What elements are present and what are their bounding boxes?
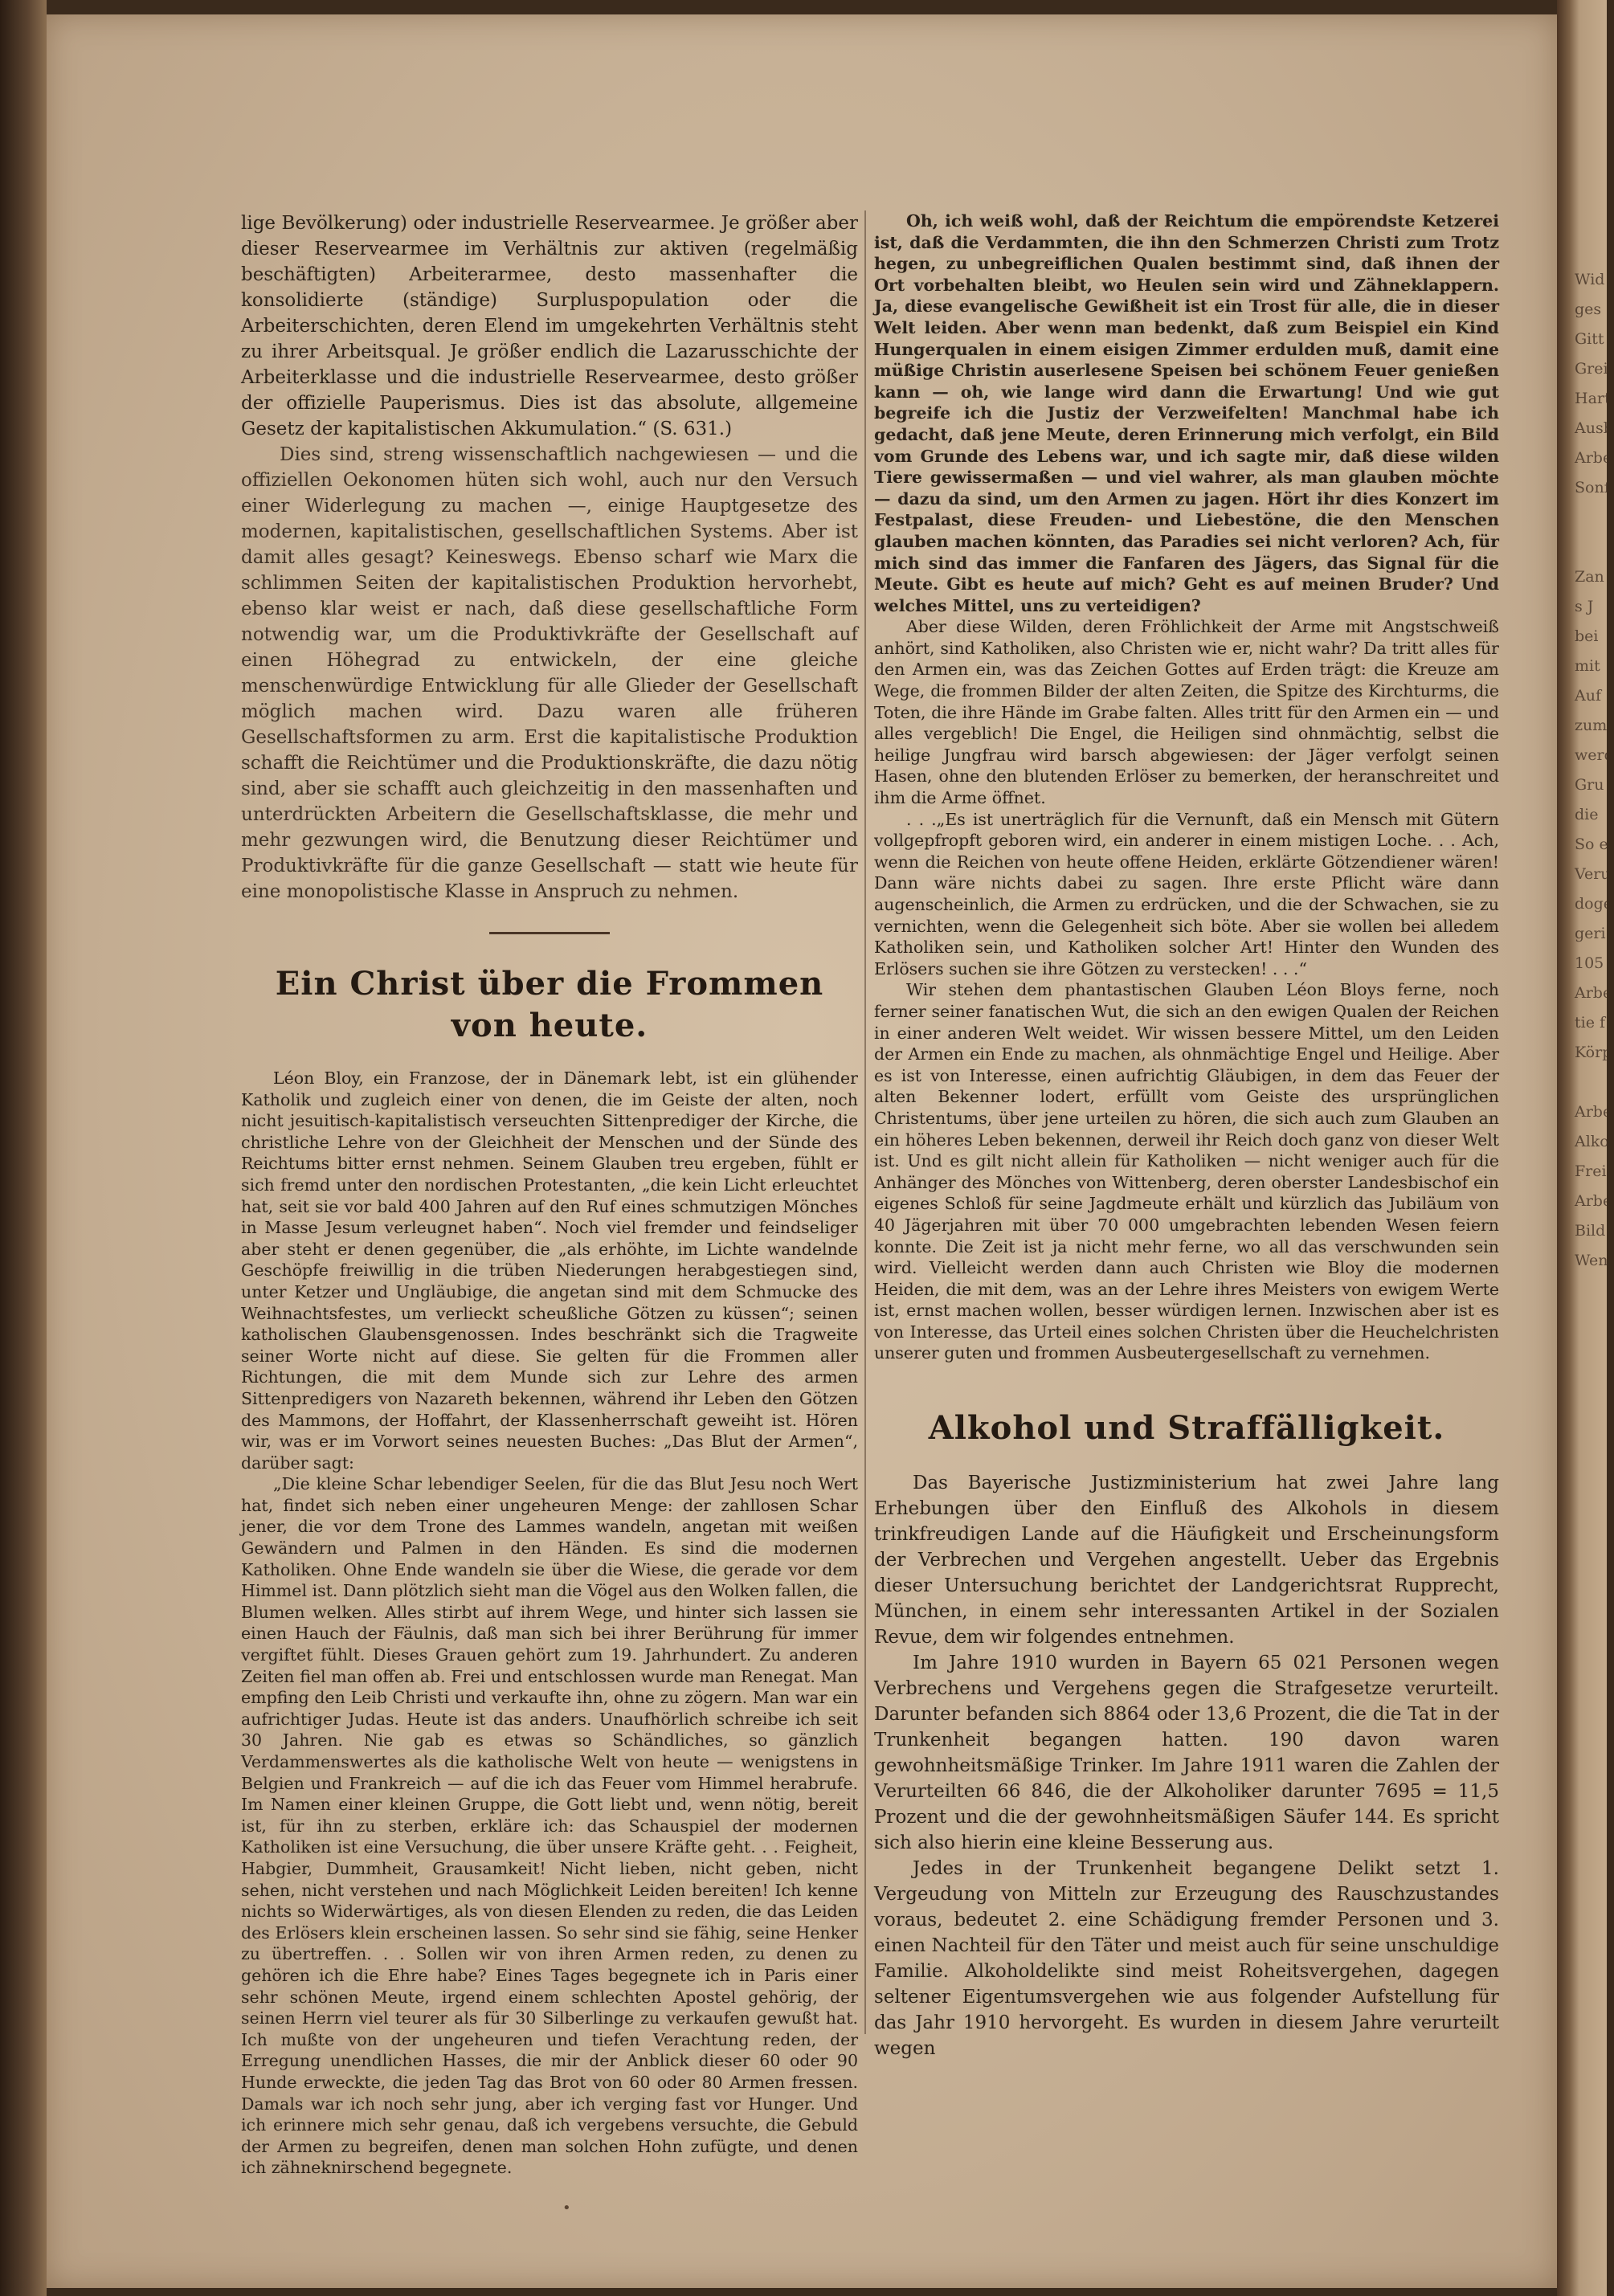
adjacent-page-fragment — [1575, 533, 1607, 562]
right-column — [874, 210, 1499, 2061]
adjacent-page-fragment: So e — [1575, 835, 1608, 853]
adjacent-page-fragment: s J — [1575, 598, 1594, 615]
adjacent-page-fragment: Alko — [1575, 1133, 1609, 1150]
adjacent-page-fragment: mit — [1575, 657, 1600, 675]
book-binding-edge — [0, 0, 47, 2296]
adjacent-page-fragment: Ausb — [1575, 419, 1613, 437]
adjacent-page-fragment: Arbe — [1575, 1103, 1612, 1121]
adjacent-page-fragment: Grei — [1575, 360, 1608, 378]
column-divider — [864, 210, 866, 2034]
adjacent-page-fragment: 105 — [1575, 954, 1604, 972]
article-paragraph: „Die kleine Schar lebendiger Seelen, für die das Blut Jesu noch Wert hat, findet sich neben einer ungeheuren Menge: der zahllosen Schar jener, die vor dem Trone des Lammes wandeln, angetan mit weißen Gewändern und Palmen in den Händen. Es sind die modernen Katholiken. Ohne Ende wandeln sie über die Wiese, die gerade vor dem Himmel ist. Dann plötzlich sieht man die Vögel aus den Wolken fallen, die Blumen welken. Alles stirbt auf ihrem Wege, und hinter sich lassen sie einen Hauch der Fäulnis, daß man sich bei ihrer Berührung für immer vergiftet fühlt. Dieses Grauen gehört zum 19. Jahrhundert. Zu anderen Zeiten fiel man offen ab. Frei und entschlossen wurde man Renegat. Man empfing den Leib Christi und verkaufte ihn, ohne zu zögern. Man war ein aufrichtiger Judas. Heute ist das anders. Unaufhörlich schreibe ich seit 30 Jahren. Nie gab es etwas so Schändliches, so gänzlich Verdammenswertes als die katholische Welt von heute — wenigstens in Belgien und Frankreich — auf die ich das Feuer vom Himmel herabrufe. Im Namen einer kleinen Gruppe, die Gott liebt und, wenn nötig, bereit ist, für ihn zu sterben, erkläre ich: das Schauspiel der modernen Katholiken ist eine Versuchung, die über unsere Kräfte geht. . . Feigheit, Habgier, Dummheit, Grausamkeit! Nicht lieben, nicht geben, nicht sehen, nicht verstehen und nach Möglichkeit Leiden bereiten! Ich kenne nichts so Widerwärtiges, als von diesen Elenden zu reden, die das Leiden des Erlösers klein erscheinen lassen. So sehr sind sie fähig, seine Henker zu übertreffen. . . Sollen wir von ihren Armen reden, zu denen zu gehören ich die Ehre habe? Eines Tages begegnete ich in Paris einer sehr schönen Meute, irgend einem schlechten Apostel gehörig, der seinen Herrn viel teurer als für 30 Silberlinge zu verkaufen gewußt hat. Ich mußte von der ungeheuren und tiefen Verachtung reden, der Erregung unendlichen Hasses, die mir der Anblick dieser 60 oder 90 Hunde erweckte, die jeden Tag das Brot von 60 oder 80 Armen fressen. Damals war ich noch sehr jung, aber ich verging fast vor Hunger. Und ich erinnere mich sehr genau, daß ich vergebens versuchte, die Gebuld der Armen zu begreifen, denen man solchen Hohn zufügte, und denen ich zähneknirschend begegnete. — [241, 1474, 858, 2178]
section-divider-rule — [489, 932, 610, 934]
adjacent-page-fragment: Körp — [1575, 1044, 1612, 1061]
page-marker: • — [562, 2200, 571, 2216]
commentary-paragraph: Wir stehen dem phantastischen Glauben Léon Bloys ferne, noch ferner seiner fanatischen Wut, die sich an den ewigen Qualen der Reichen in einer anderen Welt weidet. Wir wissen bessere Mittel, um den Leiden der Armen ein Ende zu machen, als ohnmächtige Engel und Heilige. Aber es ist von Interesse, einen aufrichtig Gläubigen, in dem das Feuer der alten Bekenner lodert, erfüllt vom Geiste des ursprünglichen Christentums, über jene urteilen zu hören, die sich auch zum Glauben an ein höheres Leben bekennen, derweil ihr Reich doch ganz von dieser Welt ist. Und es gilt nicht allein für Katholiken — nicht weniger auch für die Anhänger des Mönches von Wittenberg, deren oberster Landesbischof ein eigenes Schloß für seine Jagdmeute erhält und kürzlich das Jubiläum von 40 Jägerjahren mit über 70 000 umgebrachten lebenden Wesen feiern konnte. Die Zeit ist ja nicht mehr ferne, wo all das verschwunden sein wird. Vielleicht werden dann auch Christen wie Bloy die modernen Heiden, die mit dem, was an der Lehre ihres Meisters von ewigem Werte ist, ernst machen wollen, besser würdigen lernen. Inzwischen aber ist es von Interesse, das Urteil eines solchen Christen über die Heuchelchristen unserer guten und frommen Ausbeutergesellschaft zu vernehmen. — [874, 980, 1499, 1363]
adjacent-page-fragment: tie f — [1575, 1014, 1606, 1032]
article-paragraph: Im Jahre 1910 wurden in Bayern 65 021 Personen wegen Verbrechens und Vergehens gegen die Strafgesetze verurteilt. Darunter befanden sich 8864 oder 13,6 Prozent, die die Tat in der Trunkenheit begangen hatten. 190 davon waren gewohnheitsmäßige Trinker. Im Jahre 1911 waren die Zahlen der Verurteilten 66 846, die der Alkoholiker darunter 7695 = 11,5 Prozent und die der gewohnheitsmäßigen Säufer 144. Es spricht sich also hierin eine kleine Besserung aus. — [874, 1653, 1499, 1854]
quote-paragraph: . . .„Es ist unerträglich für die Vernunft, daß ein Mensch mit Gütern vollgepfropft geboren wird, ein anderer in einem mistigen Loche. . . Ach, wenn die Reichen von heute offene Heiden, erklärte Götzendiener wären! Dann wäre nichts dabei zu sagen. Ihre erste Pflicht wäre dann augenscheinlich, die Armen zu erdrücken, und die der Schwachen, sie zu vernichten, wenn die Gelegenheit sich böte. Aber sie wollen bei alledem Katholiken sein, und Katholiken solcher Art! Hinter den Wunden des Erlösers suchen sie ihre Götzen zu verstecken! . . .“ — [874, 809, 1499, 978]
article-heading-alkohol: Alkohol und Straffälligkeit. — [928, 1409, 1445, 1448]
quote-paragraph: Oh, ich weiß wohl, daß der Reichtum die empörendste Ketzerei ist, daß die Verdammten, die ihn den Schmerzen Christi zum Trotz hegen, zu unbegreiflichen Qualen bestimmt sind, daß ihnen der Ort vorbehalten bleibt, wo Heulen sein wird und Zähneklappern. Ja, diese evangelische Gewißheit ist ein Trost für alle, die in dieser Welt leiden. Aber wenn man bedenkt, daß zum Beispiel ein Kind Hungerqualen in einem eisigen Zimmer erdulden muß, damit eine müßige Christin auserlesene Speisen bei schönem Feuer genießen kann — oh, wie lange wird dann die Erwartung! Und wie gut begreife ich die Justiz der Verzweifelten! Manchmal habe ich gedacht, daß jene Meute, deren Erinnerung mich verfolgt, ein Bild vom Grunde des Lebens war, und ich sagte mir, daß diese wilden Tiere gewissermaßen — und viel wahrer, als man glauben möchte — dazu da sind, um den Armen zu jagen. Hört ihr dies Konzert im Festpalast, diese Freuden- und Liebestöne, die den Menschen glauben machen könnten, das Paradies sei nicht verloren? Ach, für mich sind das immer die Fanfaren des Jägers, das Signal für die Meute. Gibt es heute auf mich? Geht es auf meinen Bruder? Und welches Mittel, uns zu verteidigen? — [874, 211, 1499, 615]
left-intro-paragraph-1: lige Bevölkerung) oder industrielle Reservearmee. Je größer aber dieser Reservearmee im Verhältnis zur aktiven (regelmäßig beschäftigten) Arbeiterarmee, desto massenhafter die konsolidierte (ständige) Surpluspopulation oder die Arbeiterschichten, deren Elend im umgekehrten Verhältnis steht zu ihrer Arbeitsqual. Je größer endlich die Lazarusschichte der Arbeiterklasse und die industrielle Reservearmee, desto größer der offizielle Pauperismus. Dies ist das absolute, allgemeine Gesetz der kapitalistischen Akkumulation.“ (S. 631.) — [241, 213, 858, 439]
adjacent-page-text-fragments — [1575, 265, 1614, 1276]
adjacent-page-fragment: Bild — [1575, 1222, 1606, 1240]
adjacent-page-fragment — [1575, 1068, 1607, 1097]
adjacent-page-fragment: doge — [1575, 895, 1613, 913]
adjacent-page-fragment: geri — [1575, 925, 1606, 942]
article-heading-christ: Ein Christ über die Frommen von heute. — [275, 965, 824, 1044]
adjacent-page-fragment: Wid — [1575, 271, 1605, 288]
adjacent-page-fragment: Arbe — [1575, 984, 1612, 1002]
adjacent-page-fragment: werd — [1575, 746, 1614, 764]
adjacent-page-fragment: Auf — [1575, 687, 1601, 705]
adjacent-page-fragment: zum — [1575, 717, 1608, 734]
adjacent-page-fragment: Sonf — [1575, 479, 1610, 496]
adjacent-page-fragment: Veru — [1575, 865, 1611, 883]
adjacent-page-fragment — [1575, 503, 1607, 533]
adjacent-page-fragment: Gru — [1575, 776, 1604, 794]
adjacent-page-fragment: Wen — [1575, 1252, 1608, 1269]
adjacent-page-fragment: bei — [1575, 627, 1599, 645]
article-paragraph: Das Bayerische Justizministerium hat zwei Jahre lang Erhebungen über den Einfluß des Alkohols in diesem trinkfreudigen Lande auf die Häufigkeit und Erscheinungsform der Verbrechen und Vergehen angestellt. Ueber das Ergebnis dieser Untersuchung berichtet der Landgerichtsrat Rupprecht, München, in einem sehr interessanten Artikel in der Sozialen Revue, dem wir folgendes entnehmen. — [874, 1473, 1499, 1648]
quote-paragraph: Aber diese Wilden, deren Fröhlichkeit der Arme mit Angstschweiß anhört, sind Katholiken, also Christen wie er, nicht wahr? Da tritt alles für den Armen ein, was das Zeichen Gottes auf Erden trägt: die Kreuze am Wege, die frommen Bilder der alten Zeiten, die Spitze des Kirchturms, die Toten, die ihre Hände im Grabe falten. Alles tritt für den Armen ein — und alles vergeblich! Die Engel, die Heiligen sind ohnmächtig, selbst die heilige Jungfrau wird barsch abgewiesen: der Jäger verfolgt seinen Hasen, ohne den blutenden Erlöser zu bemerken, der heranschreitet und ihm die Arme öffnet. — [874, 617, 1499, 808]
left-intro-paragraph-2: Dies sind, streng wissenschaftlich nachgewiesen — und die offiziellen Oekonomen hüten sich wohl, auch nur den Versuch einer Widerlegung zu machen —, einige Hauptgesetze des modernen, kapitalistischen, gesellschaftlichen Systems. Aber ist damit alles gesagt? Keineswegs. Ebenso scharf wie Marx die schlimmen Seiten der kapitalistischen Produktion hervorhebt, ebenso klar weist er nach, daß diese gesellschaftliche Form notwendig war, um die Produktivkräfte der Gesellschaft auf einen Höhegrad zu entwickeln, der eine gleiche menschenwürdige Entwicklung für alle Glieder der Gesellschaft möglich machen wird. Dazu waren alle früheren Gesellschaftsformen zu arm. Erst die kapitalistische Produktion schafft die Reichtümer und die Produktionskräfte, die dazu nötig sind, aber sie schafft auch gleichzeitig in den massenhaften und unterdrückten Arbeitern die Gesellschaftsklasse, die mehr und mehr gezwungen wird, die Benutzung dieser Reichtümer und Produktivkräfte für die ganze Gesellschaft — statt wie heute für eine monopolistische Klasse in Anspruch zu nehmen. — [241, 444, 858, 902]
left-column — [241, 210, 858, 2179]
adjacent-page-fragment: Frei — [1575, 1162, 1607, 1180]
adjacent-page-fragment: Zan — [1575, 568, 1604, 586]
adjacent-page-fragment: Arbe — [1575, 449, 1612, 467]
adjacent-page-fragment: Gitt — [1575, 330, 1604, 348]
article-paragraph: Jedes in der Trunkenheit begangene Delikt setzt 1. Vergeudung von Mitteln zur Erzeugung des Rauschzustandes voraus, bedeutet 2. eine Schädigung fremder Personen und 3. einen Nachteil für den Täter und meist auch für seine unschuldige Familie. Alkoholdelikte sind meist Roheitsvergehen, dagegen seltener Eigentumsvergehen wie aus folgender Aufstellung für das Jahr 1910 hervorgeht. Es wurden in diesem Jahre verurteilt wegen — [874, 1858, 1499, 2060]
adjacent-page-fragment: ges — [1575, 300, 1602, 318]
adjacent-page-fragment: Arbe — [1575, 1192, 1612, 1210]
adjacent-page-fragment: Hart — [1575, 390, 1611, 407]
adjacent-page-fragment: die — [1575, 806, 1599, 823]
article-paragraph: Léon Bloy, ein Franzose, der in Dänemark lebt, ist ein glühender Katholik und zugleich einer von denen, die im Geiste der alten, noch nicht jesuitisch-kapitalistisch verseuchten Sittenprediger der Kirche, die christliche Lehre von der Gleichheit der Menschen und der Sünde des Reichtums bitter ernst nehmen. Seinem Glauben treu ergeben, fühlt er sich fremd unter den nordischen Protestanten, „die kein Licht erleuchtet hat, seit sie vor bald 400 Jahren auf den Ruf eines schmutzigen Mönches in Masse Jesum verleugnet haben“. Noch viel fremder und feindseliger aber steht er denen gegenüber, die „als erhöhte, im Lichte wandelnde Geschöpfe freiwillig in die trüben Niederungen herabgestiegen sind, unter Ketzer und Ungläubige, die angetan sind mit dem Schmucke des Weihnachtsfestes, um verlieckt scheußliche Götzen zu küssen“; seinen katholischen Glaubensgenossen. Indes beschränkt sich die Tragweite seiner Worte nicht auf diese. Sie gelten für die Frommen aller Richtungen, die mit dem Munde sich zur Lehre des armen Sittenpredigers von Nazareth bekennen, während ihr Leben den Götzen des Mammons, der Hoffahrt, der Klassenherrschaft geweiht ist. Hören wir, was er im Vorwort seines neuesten Buches: „Das Blut der Armen“, darüber sagt: — [241, 1068, 858, 1473]
